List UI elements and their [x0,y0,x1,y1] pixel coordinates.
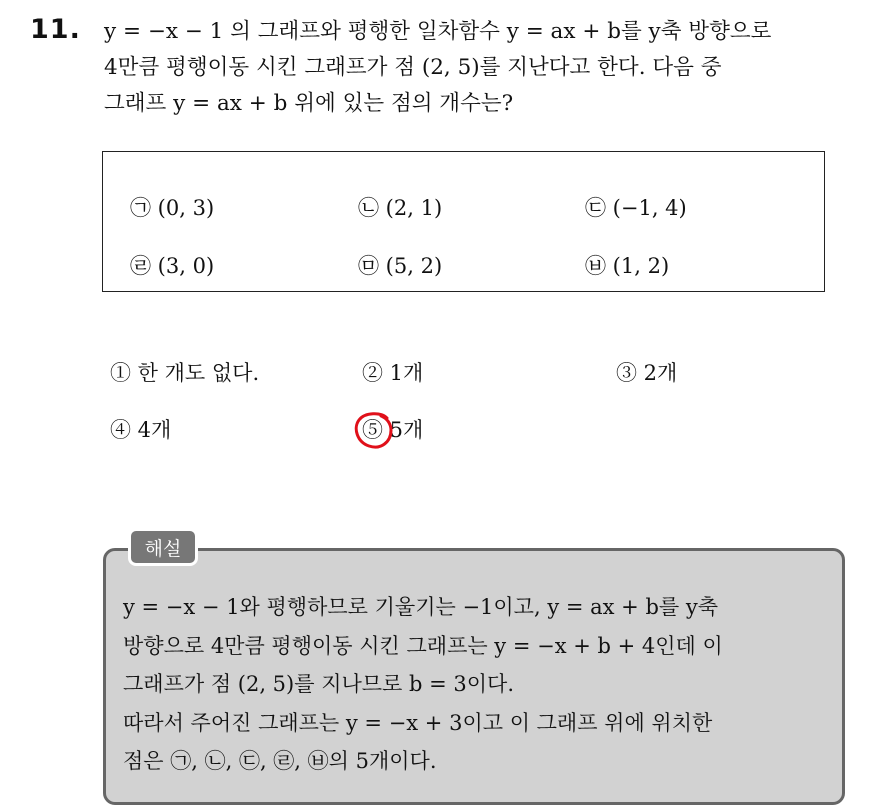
answer-choice[interactable]: ③ 2개 [616,361,678,385]
question-text [104,14,864,122]
point-option: ㉤ (5, 2) [358,254,443,278]
point-option: ㉢ (−1, 4) [585,196,687,220]
solution-line: 그래프가 점 (2, 5)를 지나므로 b = 3이다. [123,672,515,696]
solution-line: 방향으로 4만큼 평행이동 시킨 그래프는 y = −x + b + 4인데 이 [123,633,723,658]
point-option: ㉡ (2, 1) [358,196,443,220]
point-option: ㉠ (0, 3) [130,196,215,220]
question-line: 그래프 y = ax + b 위에 있는 점의 개수는? [104,91,514,116]
point-option: ㉣ (3, 0) [130,254,215,278]
solution-line: 점은 ㉠, ㉡, ㉢, ㉣, ㉥의 5개이다. [123,749,437,773]
answer-choice[interactable]: ④ 4개 [110,418,172,442]
answer-mark-circle-icon [353,410,395,450]
answer-choice[interactable]: ① 한 개도 없다. [110,361,260,385]
solution-line: y = −x − 1와 평행하므로 기울기는 −1이고, y = ax + b를 y축 [123,595,718,619]
answer-choice[interactable]: ⑤ 5개 [362,418,424,442]
question-number: 11. [30,14,81,45]
question-line: 4만큼 평행이동 시킨 그래프가 점 (2, 5)를 지난다고 한다. 다음 중 [104,55,722,80]
solution-line: 따라서 주어진 그래프는 y = −x + 3이고 이 그래프 위에 위치한 [123,710,713,735]
point-option: ㉥ (1, 2) [585,254,670,278]
question-line: y = −x − 1 의 그래프와 평행한 일차함수 y = ax + b를 y축 방향으로 [104,19,772,44]
solution-text [123,588,833,781]
answer-choice[interactable]: ② 1개 [362,361,424,385]
solution-tab: 해설 [128,528,198,566]
